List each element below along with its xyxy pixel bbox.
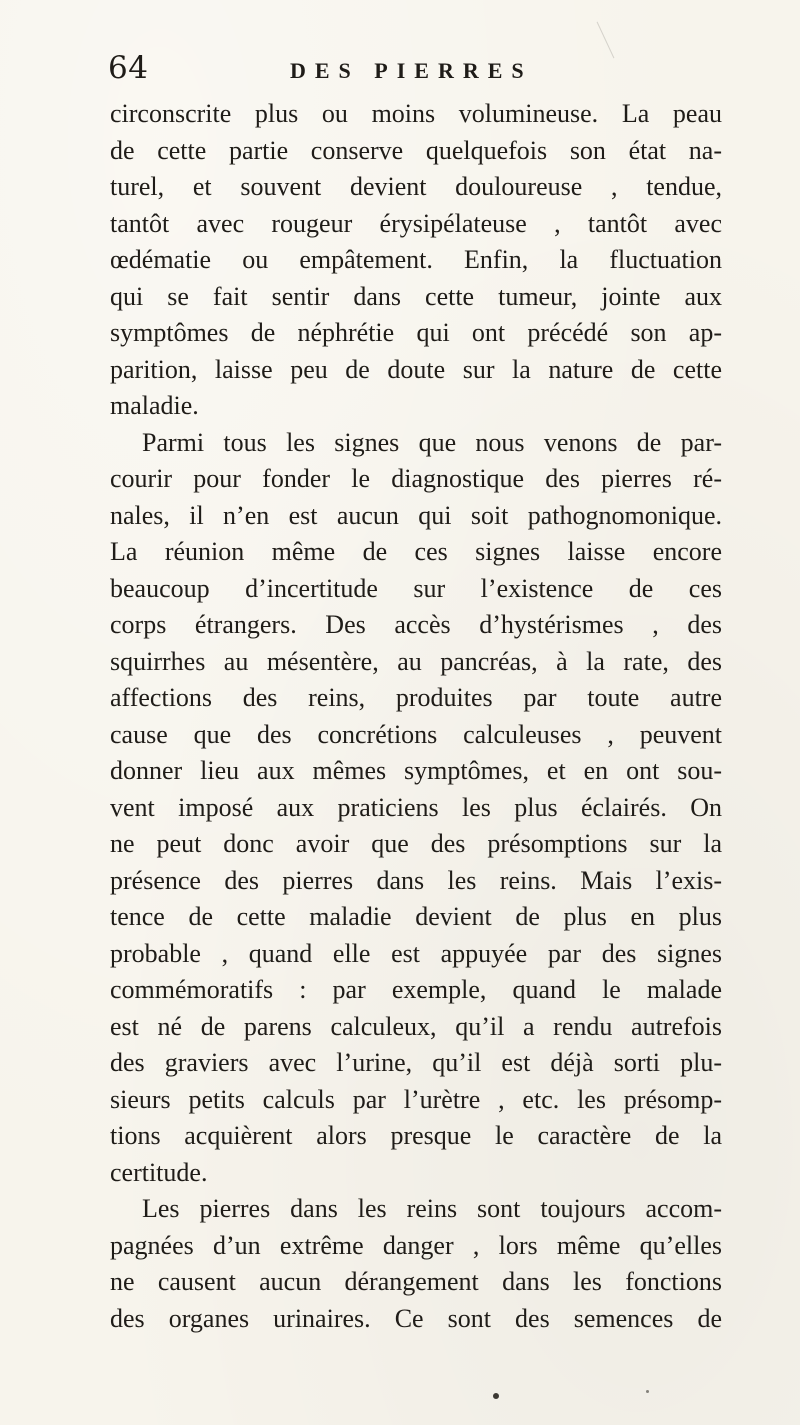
text-line: Les pierres dans les reins sont toujours accom- — [142, 1194, 722, 1223]
text-line: nales, il n’en est aucun qui soit pathognomonique. — [110, 500, 722, 530]
text-line: Parmi tous les signes que nous venons de par- — [142, 427, 722, 457]
paper-crease — [597, 22, 615, 59]
text-line: circonscrite plus ou moins volumineuse. La peau — [110, 99, 722, 128]
text-line: donner lieu aux mêmes symptômes, et en ont sou- — [110, 756, 722, 785]
page-header — [108, 50, 708, 94]
text-line: parition, laisse peu de doute sur la nature de cette — [110, 354, 722, 384]
text-line: de cette partie conserve quelquefois son état na- — [110, 135, 722, 165]
text-line: corps étrangers. Des accès d’hystérismes , des — [110, 610, 722, 639]
text-line: œdématie ou empâtement. Enfin, la fluctuation — [110, 245, 722, 274]
text-line: tions acquièrent alors presque le caractère de la — [110, 1121, 722, 1150]
text-line: ne peut donc avoir que des présomptions sur la — [110, 829, 722, 858]
text-line: squirrhes au mésentère, au pancréas, à la rate, des — [110, 646, 722, 676]
text-line: tence de cette maladie devient de plus en plus — [110, 902, 722, 931]
text-line: cause que des concrétions calculeuses , peuvent — [110, 719, 722, 749]
text-line: des graviers avec l’urine, qu’il est déjà sorti plu- — [110, 1048, 722, 1077]
text-line: présence des pierres dans les reins. Mais l’exis- — [110, 865, 722, 895]
text-line: des organes urinaires. Ce sont des semences de — [110, 1303, 722, 1333]
text-line: affections des reins, produites par toute autre — [110, 683, 722, 712]
text-line: vent imposé aux praticiens les plus éclairés. On — [110, 792, 722, 822]
text-line: beaucoup d’incertitude sur l’existence de ces — [110, 573, 722, 603]
text-line: commémoratifs : par exemple, quand le malade — [110, 975, 722, 1004]
ink-speck — [646, 1390, 649, 1393]
page-number: 64 — [108, 50, 149, 86]
text-line: courir pour fonder le diagnostique des pierres ré- — [110, 464, 722, 493]
text-line: maladie. — [110, 391, 199, 420]
text-line: probable , quand elle est appuyée par des signes — [110, 938, 722, 968]
text-line: est né de parens calculeux, qu’il a rendu autrefois — [110, 1011, 722, 1041]
text-line: tantôt avec rougeur érysipélateuse , tantôt avec — [110, 208, 722, 238]
body-text — [110, 96, 722, 1337]
text-line: certitude. — [110, 1157, 208, 1187]
text-line: qui se fait sentir dans cette tumeur, jointe aux — [110, 281, 722, 311]
running-head: DES PIERRES — [290, 58, 533, 83]
text-line: La réunion même de ces signes laisse encore — [110, 537, 722, 566]
ink-speck — [493, 1393, 499, 1399]
text-line: symptômes de néphrétie qui ont précédé son ap- — [110, 318, 722, 347]
text-line: ne causent aucun dérangement dans les fonctions — [110, 1267, 722, 1296]
text-line: turel, et souvent devient douloureuse , tendue, — [110, 172, 722, 201]
text-line: sieurs petits calculs par l’urètre , etc. les présomp- — [110, 1084, 722, 1114]
text-line: pagnées d’un extrême danger , lors même qu’elles — [110, 1230, 722, 1260]
